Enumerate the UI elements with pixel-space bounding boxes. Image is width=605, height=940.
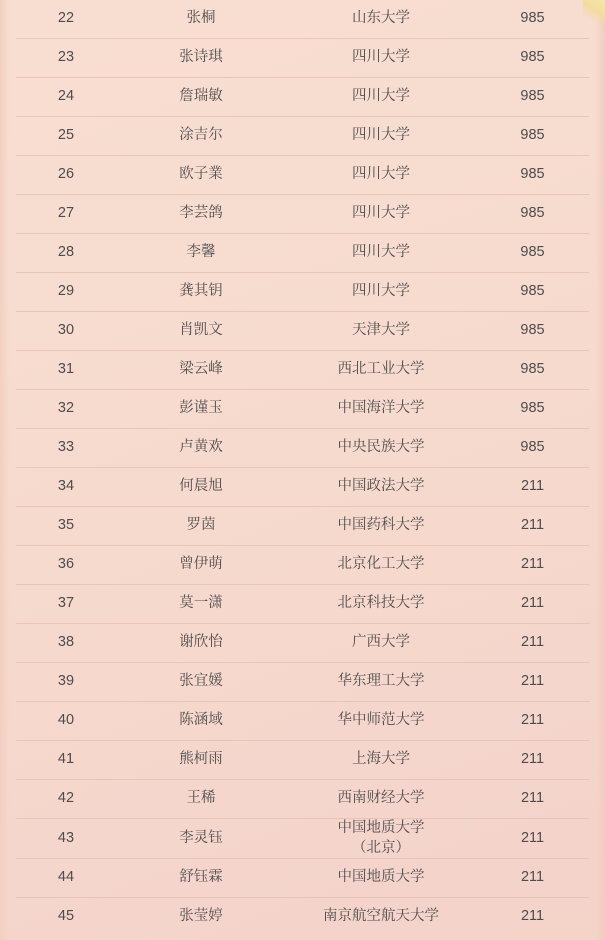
- cell-name: 罗茵: [116, 507, 286, 546]
- cell-rank: 45: [57, 908, 75, 925]
- cell-rank: 43: [16, 819, 116, 859]
- cell-rank: 40: [16, 702, 116, 741]
- cell-tag: 211: [476, 702, 589, 741]
- cell-name: 张莹婷: [179, 908, 223, 925]
- cell-school: 山东大学: [286, 0, 476, 39]
- cell-school: 华东理工大学: [286, 663, 476, 702]
- cell-tag: 211: [520, 908, 545, 925]
- cell-school: 北京化工大学: [286, 546, 476, 585]
- table-row: [16, 312, 589, 351]
- left-edge-gradient: [0, 0, 9, 940]
- cell-tag: 985: [476, 78, 589, 117]
- cell-tag: 211: [476, 585, 589, 624]
- cell-name: 李馨: [116, 234, 286, 273]
- cell-name: 肖凯文: [116, 312, 286, 351]
- cell-school: 中国政法大学: [286, 468, 476, 507]
- table-row: [16, 507, 589, 546]
- table-row: [16, 702, 589, 741]
- cell-rank: 35: [16, 507, 116, 546]
- cell-tag: 985: [476, 351, 589, 390]
- table-row: [16, 468, 589, 507]
- cell-name: 陈涵域: [116, 702, 286, 741]
- cell-name: 李灵钰: [116, 819, 286, 859]
- cell-name: 曾伊萌: [116, 546, 286, 585]
- table-row: [16, 234, 589, 273]
- cell-school: 四川大学: [286, 117, 476, 156]
- cell-rank: 37: [16, 585, 116, 624]
- cell-rank: 23: [16, 39, 116, 78]
- cell-name: 梁云峰: [116, 351, 286, 390]
- cell-school: 西南财经大学: [286, 780, 476, 819]
- cell-tag: 985: [476, 156, 589, 195]
- table-row: [16, 117, 589, 156]
- cell-rank: 30: [16, 312, 116, 351]
- cell-name: 涂吉尔: [116, 117, 286, 156]
- cell-rank: 27: [16, 195, 116, 234]
- cell-tag: 985: [476, 39, 589, 78]
- cell-name: 何晨旭: [116, 468, 286, 507]
- cell-rank: 32: [16, 390, 116, 429]
- corner-accent: [583, 0, 605, 26]
- cell-rank: 25: [16, 117, 116, 156]
- cell-school: 中国海洋大学: [286, 390, 476, 429]
- cell-name: 卢黄欢: [116, 429, 286, 468]
- cell-rank: 41: [16, 741, 116, 780]
- table-row: [16, 624, 589, 663]
- cell-tag: 211: [476, 741, 589, 780]
- cell-rank: 33: [16, 429, 116, 468]
- cell-tag: 211: [476, 468, 589, 507]
- table-row: [16, 273, 589, 312]
- cell-school: 北京科技大学: [286, 585, 476, 624]
- ranking-table: [16, 0, 589, 936]
- cell-tag: 211: [476, 780, 589, 819]
- cell-school: 中国药科大学: [286, 507, 476, 546]
- table-row: [16, 663, 589, 702]
- cell-school: 天津大学: [286, 312, 476, 351]
- table-row: [16, 351, 589, 390]
- cell-school: 广西大学: [286, 624, 476, 663]
- table-row: [16, 0, 589, 39]
- table-row: [16, 780, 589, 819]
- table-row: [16, 585, 589, 624]
- cell-school: 四川大学: [286, 39, 476, 78]
- cell-name: 舒钰霖: [116, 859, 286, 898]
- cell-name: 彭谨玉: [116, 390, 286, 429]
- table-row: [16, 78, 589, 117]
- cell-name: 王稀: [116, 780, 286, 819]
- cell-school: 西北工业大学: [286, 351, 476, 390]
- cell-name: 谢欣怡: [116, 624, 286, 663]
- cell-school: 中国地质大学: [286, 859, 476, 898]
- cell-rank: 24: [16, 78, 116, 117]
- cell-school: 中央民族大学: [286, 429, 476, 468]
- cell-tag: 985: [476, 312, 589, 351]
- right-edge-gradient: [596, 0, 605, 940]
- cell-school: 四川大学: [286, 234, 476, 273]
- table-row: [16, 819, 589, 859]
- cell-rank: 44: [16, 859, 116, 898]
- cell-rank: 22: [16, 0, 116, 39]
- cell-rank: 34: [16, 468, 116, 507]
- cell-tag: 211: [476, 624, 589, 663]
- cell-name: 张诗琪: [116, 39, 286, 78]
- cell-school: 华中师范大学: [286, 702, 476, 741]
- cell-name: 熊柯雨: [116, 741, 286, 780]
- cell-name: 欧子業: [116, 156, 286, 195]
- cell-tag: 211: [476, 546, 589, 585]
- cell-rank: 31: [16, 351, 116, 390]
- table-row: [16, 195, 589, 234]
- cell-tag: 985: [476, 234, 589, 273]
- cell-tag: 985: [476, 0, 589, 39]
- cell-tag: 985: [476, 195, 589, 234]
- cell-name: 张宜媛: [116, 663, 286, 702]
- cell-school: 南京航空航天大学: [323, 908, 439, 925]
- cell-tag: 211: [476, 663, 589, 702]
- cell-tag: 985: [476, 273, 589, 312]
- cell-rank: 36: [16, 546, 116, 585]
- cell-tag: 985: [476, 429, 589, 468]
- cell-rank: 29: [16, 273, 116, 312]
- ranking-table-body: [16, 0, 589, 936]
- cell-name: 詹瑞敏: [116, 78, 286, 117]
- cell-rank: 39: [16, 663, 116, 702]
- table-row: [16, 546, 589, 585]
- table-row: [16, 156, 589, 195]
- table-row: [16, 39, 589, 78]
- cell-rank: 28: [16, 234, 116, 273]
- cell-school: 四川大学: [286, 78, 476, 117]
- cell-name: 张桐: [116, 0, 286, 39]
- cell-school: 上海大学: [286, 741, 476, 780]
- cell-tag: 985: [476, 390, 589, 429]
- table-row: [16, 898, 589, 937]
- table-row: [16, 859, 589, 898]
- cell-name: 莫一潇: [116, 585, 286, 624]
- table-row: [16, 741, 589, 780]
- cell-rank: 38: [16, 624, 116, 663]
- cell-tag: 211: [476, 859, 589, 898]
- cell-school: 中国地质大学 （北京）: [286, 819, 476, 859]
- cell-school: 四川大学: [286, 156, 476, 195]
- cell-tag: 985: [476, 117, 589, 156]
- table-row: [16, 429, 589, 468]
- cell-name: 李芸鸽: [116, 195, 286, 234]
- cell-name: 龚其钥: [116, 273, 286, 312]
- cell-school: 四川大学: [286, 195, 476, 234]
- cell-rank: 42: [16, 780, 116, 819]
- cell-tag: 211: [476, 507, 589, 546]
- cell-school: 四川大学: [286, 273, 476, 312]
- cell-tag: 211: [476, 819, 589, 859]
- cell-rank: 26: [16, 156, 116, 195]
- table-row: [16, 390, 589, 429]
